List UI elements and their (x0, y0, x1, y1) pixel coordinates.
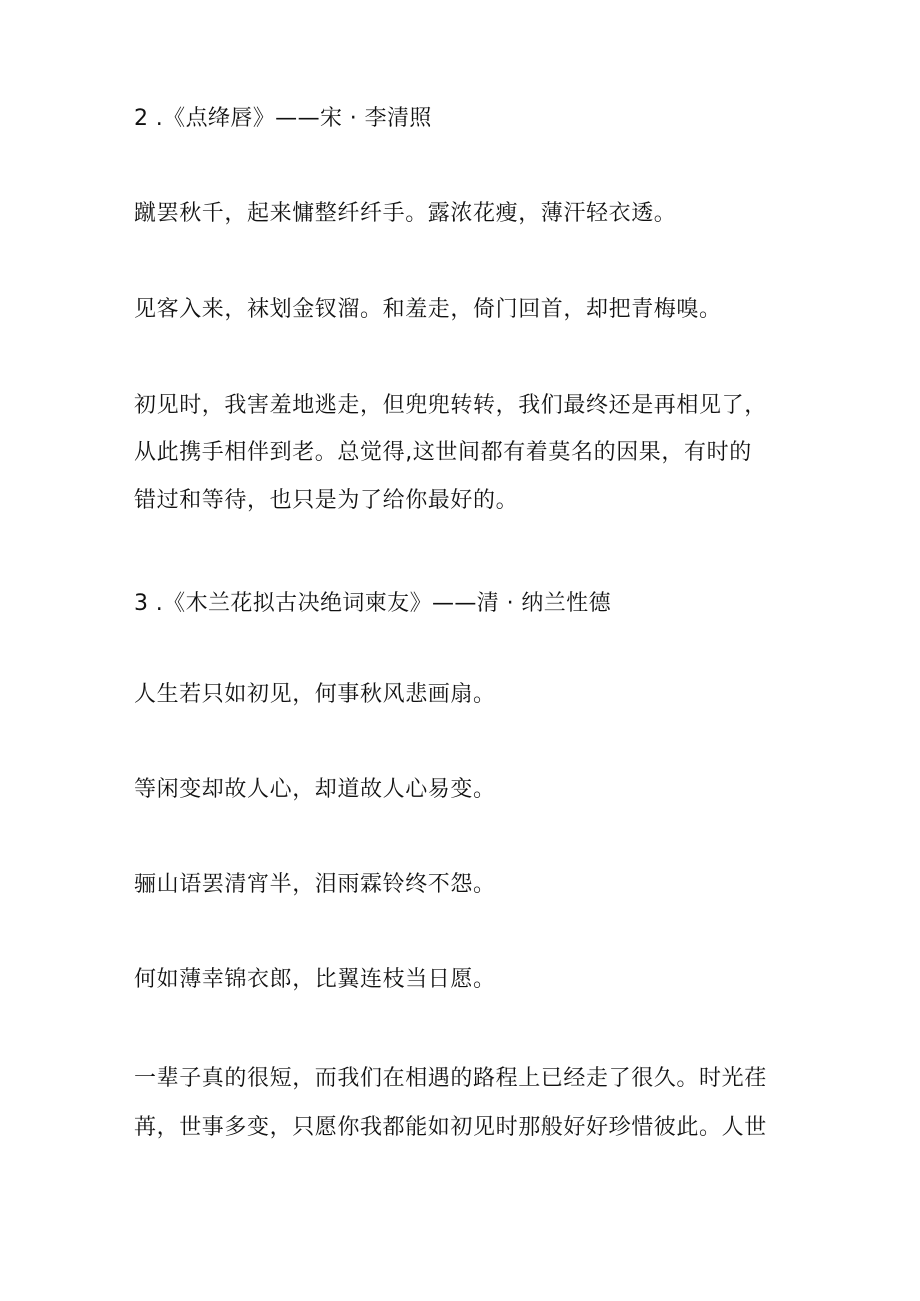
commentary-line: 苒，世事多变，只愿你我都能如初见时那般好好珍惜彼此。人世 (134, 1115, 767, 1140)
commentary-line: 一辈子真的很短，而我们在相遇的路程上已经走了很久。时光荏 (134, 1066, 767, 1091)
poem-line: 人生若只如初见，何事秋风悲画扇。 (134, 682, 496, 707)
poem-line: 蹴罢秋千，起来慵整纤纤手。露浓花瘦，薄汗轻衣透。 (134, 201, 677, 226)
poem-line: 等闲变却故人心，却道故人心易变。 (134, 777, 496, 802)
commentary-line: 初见时，我害羞地逃走，但兜兜转转，我们最终还是再相见了， (134, 393, 767, 418)
commentary-line: 错过和等待，也只是为了给你最好的。 (134, 488, 519, 513)
section-2-heading: 2 .《点绛唇》——宋 · 李清照 (134, 106, 432, 131)
poem-line: 骊山语罢清宵半，泪雨霖铃终不怨。 (134, 872, 496, 897)
commentary-line: 从此携手相伴到老。总觉得,这世间都有着莫名的因果，有时的 (134, 440, 752, 465)
section-3-heading: 3 .《木兰花拟古决绝词柬友》——清 · 纳兰性德 (134, 591, 611, 616)
poem-line: 何如薄幸锦衣郎，比翼连枝当日愿。 (134, 967, 496, 992)
poem-line: 见客入来，袜划金钗溜。和羞走，倚门回首，却把青梅嗅。 (134, 297, 722, 322)
